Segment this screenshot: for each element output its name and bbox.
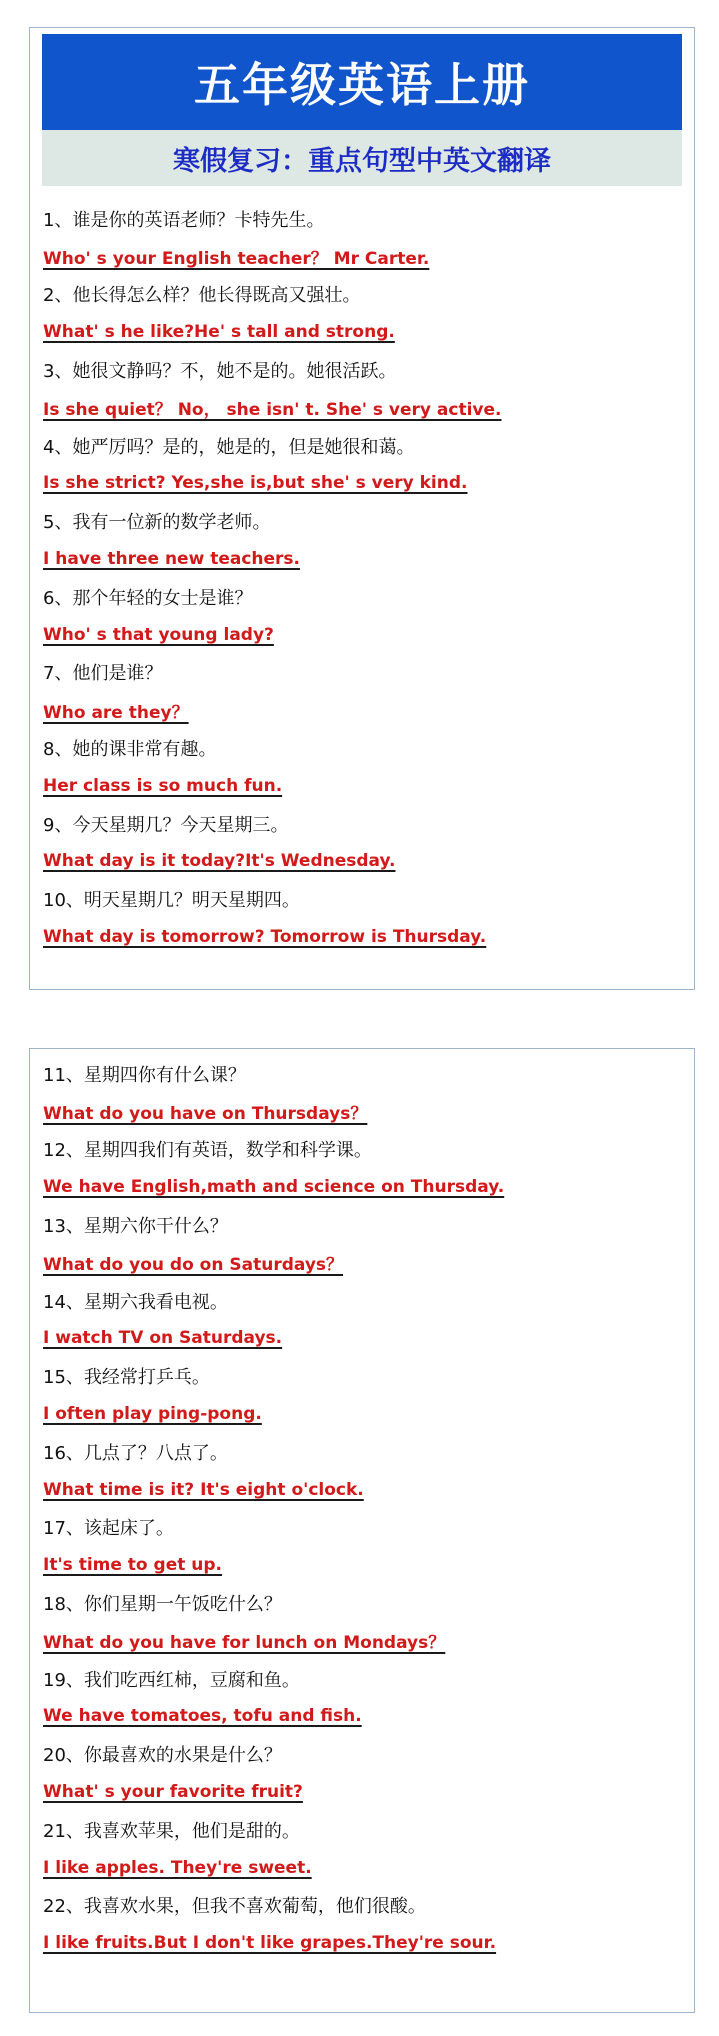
english-translation: I have three new teachers. — [43, 549, 300, 570]
english-translation-row — [43, 1773, 694, 1811]
english-translation-row — [43, 1924, 694, 1962]
chinese-sentence-row — [43, 200, 694, 238]
worksheet-page-1 — [29, 27, 695, 990]
english-translation: I watch TV on Saturdays. — [43, 1328, 283, 1349]
english-translation-row — [43, 1622, 694, 1660]
chinese-sentence: 5、我有一位新的数学老师。 — [43, 512, 271, 534]
chinese-sentence-row — [43, 1735, 694, 1773]
english-translation-row — [43, 1168, 694, 1206]
chinese-sentence-row — [43, 1660, 694, 1698]
subtitle-banner — [42, 130, 682, 186]
chinese-sentence: 2、他长得怎么样？他长得既高又强壮。 — [43, 285, 361, 307]
english-translation: What time is it? It's eight o'clock. — [43, 1479, 364, 1500]
chinese-sentence-row — [43, 502, 694, 540]
chinese-sentence: 11、星期四你有什么课？ — [43, 1064, 246, 1086]
english-translation: We have English,math and science on Thursday. — [43, 1177, 505, 1198]
english-translation-row — [43, 540, 694, 578]
chinese-sentence-row — [43, 805, 694, 843]
page-subtitle: 寒假复习：重点句型中英文翻译 — [173, 145, 551, 177]
chinese-sentence: 15、我经常打乒乓。 — [43, 1367, 210, 1389]
chinese-sentence: 19、我们吃西红柿，豆腐和鱼。 — [43, 1669, 300, 1691]
chinese-sentence: 8、她的课非常有趣。 — [43, 739, 217, 761]
english-translation: What do you do on Saturdays？ — [43, 1255, 344, 1276]
english-translation: Who' s your English teacher？ Mr Carter. — [43, 249, 430, 270]
chinese-sentence-row — [43, 1357, 694, 1395]
english-translation: Is she quiet？ No， she isn' t. She' s very active. — [43, 400, 502, 421]
chinese-sentence-row — [43, 1131, 694, 1169]
english-translation: What do you have on Thursdays？ — [43, 1104, 368, 1125]
english-translation-row — [43, 1849, 694, 1887]
chinese-sentence-row — [43, 729, 694, 767]
english-translation-row — [43, 616, 694, 654]
english-translation: What day is it today?It's Wednesday. — [43, 851, 396, 872]
english-translation: I like fruits.But I don't like grapes.They're sour. — [43, 1933, 497, 1954]
english-translation-row — [43, 465, 694, 503]
english-translation-row — [43, 313, 694, 351]
english-translation-row — [43, 1093, 694, 1131]
english-translation: What do you have for lunch on Mondays？ — [43, 1633, 446, 1654]
chinese-sentence-row — [43, 1811, 694, 1849]
chinese-sentence: 6、那个年轻的女士是谁？ — [43, 587, 253, 609]
chinese-sentence-row — [43, 351, 694, 389]
english-translation: Who are they？ — [43, 702, 189, 723]
chinese-sentence: 21、我喜欢苹果，他们是甜的。 — [43, 1820, 300, 1842]
english-translation-row — [43, 1395, 694, 1433]
worksheet-header — [42, 34, 682, 186]
english-translation-row — [43, 918, 694, 956]
title-banner — [42, 34, 682, 130]
chinese-sentence: 10、明天星期几？明天星期四。 — [43, 890, 300, 912]
chinese-sentence-row — [43, 427, 694, 465]
english-translation-row — [43, 389, 694, 427]
sentence-list-part2 — [30, 1049, 694, 1962]
english-translation: What' s he like?He' s tall and strong. — [43, 322, 395, 343]
english-translation: It's time to get up. — [43, 1555, 223, 1576]
chinese-sentence-row — [43, 1206, 694, 1244]
worksheet-page-2 — [29, 1048, 695, 2013]
chinese-sentence: 1、谁是你的英语老师？卡特先生。 — [43, 209, 325, 231]
chinese-sentence-row — [43, 1282, 694, 1320]
chinese-sentence: 4、她严厉吗？是的，她是的，但是她很和蔼。 — [43, 436, 415, 458]
chinese-sentence: 14、星期六我看电视。 — [43, 1291, 228, 1313]
english-translation-row — [43, 767, 694, 805]
chinese-sentence-row — [43, 654, 694, 692]
page-title: 五年级英语上册 — [194, 58, 530, 112]
english-translation: I like apples. They're sweet. — [43, 1857, 312, 1878]
chinese-sentence-row — [43, 578, 694, 616]
english-translation: Who' s that young lady? — [43, 624, 274, 645]
english-translation-row — [43, 843, 694, 881]
chinese-sentence: 9、今天星期几？今天星期三。 — [43, 814, 289, 836]
chinese-sentence-row — [43, 1509, 694, 1547]
english-translation-row — [43, 238, 694, 276]
english-translation-row — [43, 1546, 694, 1584]
english-translation-row — [43, 1471, 694, 1509]
chinese-sentence: 16、几点了？八点了。 — [43, 1442, 228, 1464]
english-translation: Is she strict? Yes,she is,but she' s very kind. — [43, 473, 468, 494]
english-translation: I often play ping-pong. — [43, 1404, 262, 1425]
chinese-sentence: 20、你最喜欢的水果是什么？ — [43, 1745, 282, 1767]
chinese-sentence: 3、她很文静吗？不，她不是的。她很活跃。 — [43, 361, 397, 383]
chinese-sentence-row — [43, 1584, 694, 1622]
english-translation: What day is tomorrow? Tomorrow is Thursday. — [43, 927, 487, 948]
chinese-sentence-row — [43, 1887, 694, 1925]
chinese-sentence: 17、该起床了。 — [43, 1518, 174, 1540]
english-translation: What' s your favorite fruit? — [43, 1782, 303, 1803]
english-translation-row — [43, 1244, 694, 1282]
chinese-sentence-row — [43, 1055, 694, 1093]
chinese-sentence-row — [43, 880, 694, 918]
chinese-sentence: 12、星期四我们有英语，数学和科学课。 — [43, 1140, 372, 1162]
chinese-sentence: 7、他们是谁？ — [43, 663, 163, 685]
english-translation-row — [43, 1320, 694, 1358]
english-translation: We have tomatoes, tofu and fish. — [43, 1706, 362, 1727]
chinese-sentence: 22、我喜欢水果，但我不喜欢葡萄，他们很酸。 — [43, 1896, 426, 1918]
english-translation-row — [43, 1698, 694, 1736]
english-translation: Her class is so much fun. — [43, 775, 283, 796]
chinese-sentence-row — [43, 1433, 694, 1471]
english-translation-row — [43, 691, 694, 729]
chinese-sentence-row — [43, 276, 694, 314]
chinese-sentence: 13、星期六你干什么？ — [43, 1216, 228, 1238]
chinese-sentence: 18、你们星期一午饭吃什么？ — [43, 1594, 282, 1616]
sentence-list-part1 — [30, 186, 694, 956]
